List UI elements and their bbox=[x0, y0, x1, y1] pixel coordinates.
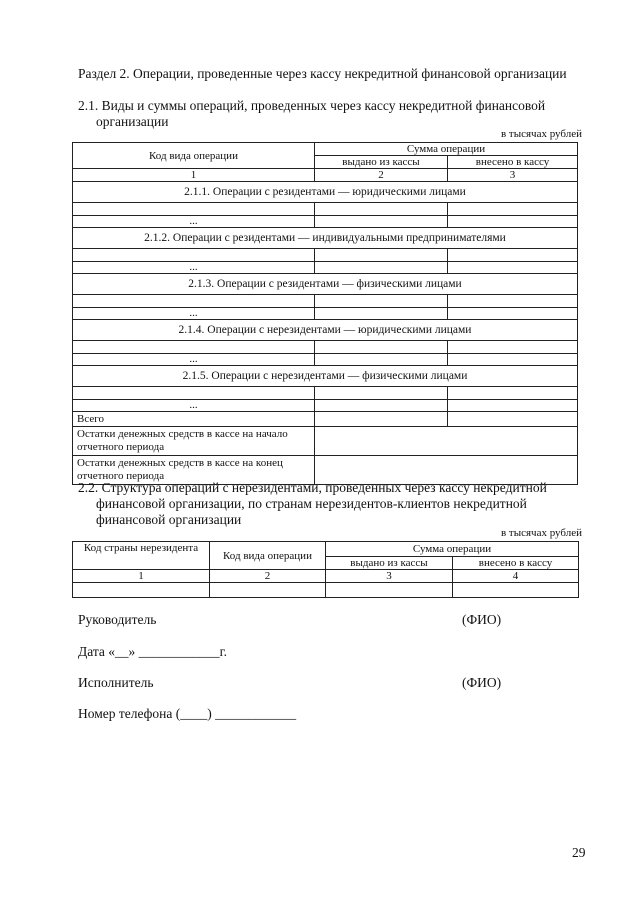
table-cell bbox=[453, 583, 579, 598]
table-cell bbox=[315, 387, 448, 400]
table-cell bbox=[326, 583, 453, 598]
page-number: 29 bbox=[572, 845, 586, 860]
table-cell bbox=[315, 262, 448, 274]
head-fio: (ФИО) bbox=[462, 612, 502, 627]
start-balance-label: Остатки денежных средств в кассе на начало отчетного периода bbox=[73, 427, 315, 456]
table-cell bbox=[73, 341, 315, 354]
table-cell bbox=[315, 412, 448, 427]
units-label-1: в тысячах рублей bbox=[500, 128, 582, 140]
subsection-2-1-title bbox=[78, 98, 578, 130]
ellipsis-cell: ... bbox=[73, 354, 315, 366]
section-2-1-5: 2.1.5. Операции с нерезидентами — физическими лицами bbox=[73, 366, 578, 387]
table-cell bbox=[315, 216, 448, 228]
subsection-2-2-title bbox=[78, 480, 568, 528]
start-balance-value bbox=[315, 427, 578, 456]
units-label-2: в тысячах рублей bbox=[500, 527, 582, 539]
table-cell bbox=[448, 387, 578, 400]
section-2-1-3: 2.1.3. Операции с резидентами — физическими лицами bbox=[73, 274, 578, 295]
header-sum-2: Сумма операции bbox=[326, 542, 579, 557]
table-cell bbox=[73, 583, 210, 598]
total-label: Всего bbox=[73, 412, 315, 427]
table-cell bbox=[448, 216, 578, 228]
section-2-1-1: 2.1.1. Операции с резидентами — юридическими лицами bbox=[73, 182, 578, 203]
table-cell bbox=[73, 203, 315, 216]
col-number-4: 4 bbox=[453, 570, 579, 583]
ellipsis-cell: ... bbox=[73, 400, 315, 412]
header-deposited: внесено в кассу bbox=[448, 156, 578, 169]
table-cell bbox=[448, 249, 578, 262]
date-line: Дата «__» ____________г. bbox=[78, 644, 228, 659]
end-balance-label: Остатки денежных средств в кассе на конец отчетного периода bbox=[73, 456, 315, 485]
table-cell bbox=[448, 308, 578, 320]
header-issued-2: выдано из кассы bbox=[326, 557, 453, 570]
col-number-1: 1 bbox=[73, 169, 315, 182]
header-deposited-2: внесено в кассу bbox=[453, 557, 579, 570]
table-cell bbox=[315, 308, 448, 320]
ellipsis-cell: ... bbox=[73, 262, 315, 274]
executor-fio: (ФИО) bbox=[462, 675, 502, 690]
table-cell bbox=[73, 249, 315, 262]
table-cell bbox=[448, 354, 578, 366]
table-cell bbox=[448, 262, 578, 274]
table-cell bbox=[315, 341, 448, 354]
header-issued: выдано из кассы bbox=[315, 156, 448, 169]
col-number-2: 2 bbox=[210, 570, 326, 583]
section-title: Раздел 2. Операции, проведенные через кассу некредитной финансовой организации bbox=[78, 66, 567, 81]
head-label: Руководитель bbox=[78, 612, 157, 627]
table-cell bbox=[448, 295, 578, 308]
table-cell bbox=[315, 354, 448, 366]
ellipsis-cell: ... bbox=[73, 308, 315, 320]
table-cell bbox=[315, 249, 448, 262]
nonresident-table bbox=[72, 541, 579, 598]
table-cell bbox=[73, 295, 315, 308]
header-op-code: Код вида операции bbox=[210, 542, 326, 570]
section-2-1-2: 2.1.2. Операции с резидентами — индивидуальными предпринимателями bbox=[73, 228, 578, 249]
operations-table bbox=[72, 142, 578, 485]
table-cell bbox=[315, 400, 448, 412]
table-cell bbox=[448, 341, 578, 354]
col-number-3: 3 bbox=[326, 570, 453, 583]
subsection-2-2-line2: финансовой организации, по странам нерезидентов-клиентов некредитной bbox=[96, 496, 527, 511]
header-country: Код страны нерезидента bbox=[73, 542, 210, 570]
subsection-2-2-line1: 2.2. Структура операций с нерезидентами, проведенных через кассу некредитной bbox=[78, 480, 547, 495]
table-cell bbox=[448, 203, 578, 216]
table-cell bbox=[448, 400, 578, 412]
ellipsis-cell: ... bbox=[73, 216, 315, 228]
col-number-3: 3 bbox=[448, 169, 578, 182]
table-cell bbox=[73, 387, 315, 400]
table-cell bbox=[448, 412, 578, 427]
executor-label: Исполнитель bbox=[78, 675, 154, 690]
col-number-2: 2 bbox=[315, 169, 448, 182]
phone-line: Номер телефона (____) ____________ bbox=[78, 706, 297, 721]
table-cell bbox=[315, 203, 448, 216]
subsection-2-1-line1: 2.1. Виды и суммы операций, проведенных через кассу некредитной финансовой bbox=[78, 98, 546, 113]
header-sum: Сумма операции bbox=[315, 143, 578, 156]
subsection-2-2-line3: финансовой организации bbox=[96, 512, 242, 527]
table-cell bbox=[210, 583, 326, 598]
subsection-2-1-line2: организации bbox=[96, 114, 169, 129]
section-2-1-4: 2.1.4. Операции с нерезидентами — юридическими лицами bbox=[73, 320, 578, 341]
col-number-1: 1 bbox=[73, 570, 210, 583]
header-code: Код вида операции bbox=[73, 143, 315, 169]
table-cell bbox=[315, 295, 448, 308]
